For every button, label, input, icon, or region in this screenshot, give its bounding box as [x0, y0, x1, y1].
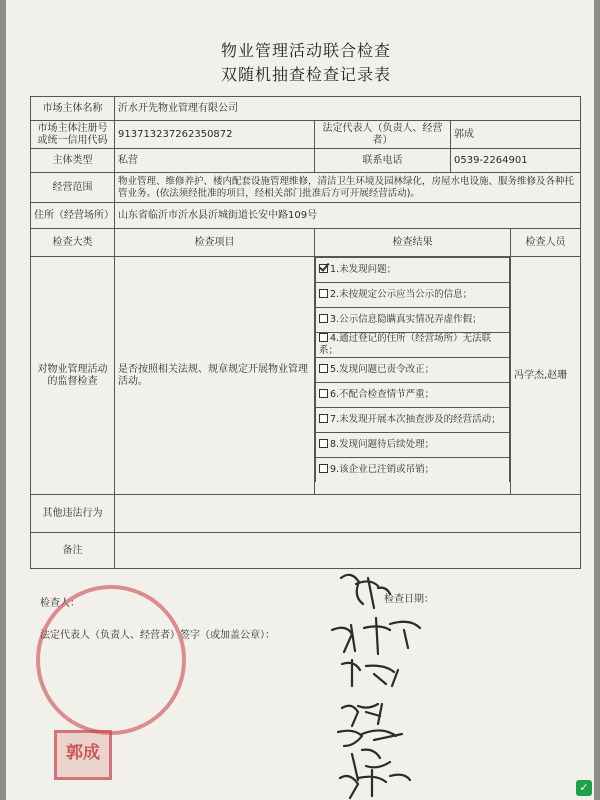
signature-stroke [332, 618, 420, 654]
personal-seal: 郭成 [54, 730, 112, 780]
reg-no-label: 市场主体注册号或统一信用代码 [31, 121, 115, 149]
header-result: 检查结果 [315, 229, 511, 257]
result-text: 2.未按规定公示应当公示的信息； [330, 289, 473, 300]
result-text: 5.发现问题已责令改正； [330, 364, 435, 375]
entity-name-label: 市场主体名称 [31, 97, 115, 121]
document-title-line2: 双随机抽查检查记录表 [220, 65, 391, 84]
remark-label: 备注 [31, 533, 115, 569]
inspection-item: 是否按照相关法规、规章规定开展物业管理活动。 [115, 257, 315, 495]
address-value: 山东省临沂市沂水县沂城街道长安中路109号 [115, 203, 581, 229]
header-inspector: 检查人员 [511, 229, 581, 257]
document-title-line1: 物业管理活动联合检查 [220, 41, 391, 60]
legal-rep-label: 法定代表人（负责人、经营者） [315, 121, 451, 149]
result-text: 6.不配合检查情节严重； [330, 389, 435, 400]
other-violations-label: 其他违法行为 [31, 495, 115, 533]
entity-name-value: 沂水开先物业管理有限公司 [115, 97, 581, 121]
type-label: 主体类型 [31, 149, 115, 173]
result-text: 4.通过登记的住所（经营场所）无法联系； [319, 333, 492, 356]
scope-label: 经营范围 [31, 173, 115, 203]
check-date-label: 检查日期： [384, 594, 434, 605]
legal-rep-value: 郭成 [451, 121, 581, 149]
handwritten-signatures [6, 0, 594, 800]
type-value: 私营 [115, 149, 315, 173]
scope-value: 物业管理、维修养护、楼内配套设施管理维修，清洁卫生环境及园林绿化，房屋水电设施、服务维修及各种托管业务。(依法须经批准的项目，经相关部门批准后方可开展经营活动)。 [115, 173, 581, 203]
inspection-category: 对物业管理活动的监督检查 [31, 257, 115, 495]
legal-sign-label: 法定代表人（负责人、经营者）签字（或加盖公章）： [40, 630, 275, 641]
reg-no-value: 913713237262350872 [115, 121, 315, 149]
result-text: 7.未发现开展本次抽查涉及的经营活动； [330, 414, 501, 425]
result-text: 8.发现问题待后续处理； [330, 439, 435, 450]
signature-stroke [342, 704, 382, 726]
document-page [6, 0, 594, 800]
signature-stroke [340, 770, 410, 798]
result-text: 9.该企业已注销或吊销； [330, 464, 435, 475]
result-text: 3.公示信息隐瞒真实情况弄虚作假； [330, 314, 482, 325]
app-badge-icon: ✓ [576, 780, 592, 796]
header-category: 检查大类 [31, 229, 115, 257]
address-label: 住所（经营场所） [31, 203, 115, 229]
signature-stroke [341, 575, 390, 608]
signature-stroke [342, 660, 398, 686]
inspector-sign-label: 检查人： [40, 598, 80, 609]
phone-label: 联系电话 [315, 149, 451, 173]
result-text: 1.未发现问题； [330, 264, 397, 275]
inspectors-value: 冯学杰,赵珊 [511, 257, 581, 495]
signature-stroke [338, 730, 402, 746]
phone-value: 0539-2264901 [451, 149, 581, 173]
header-item: 检查项目 [115, 229, 315, 257]
